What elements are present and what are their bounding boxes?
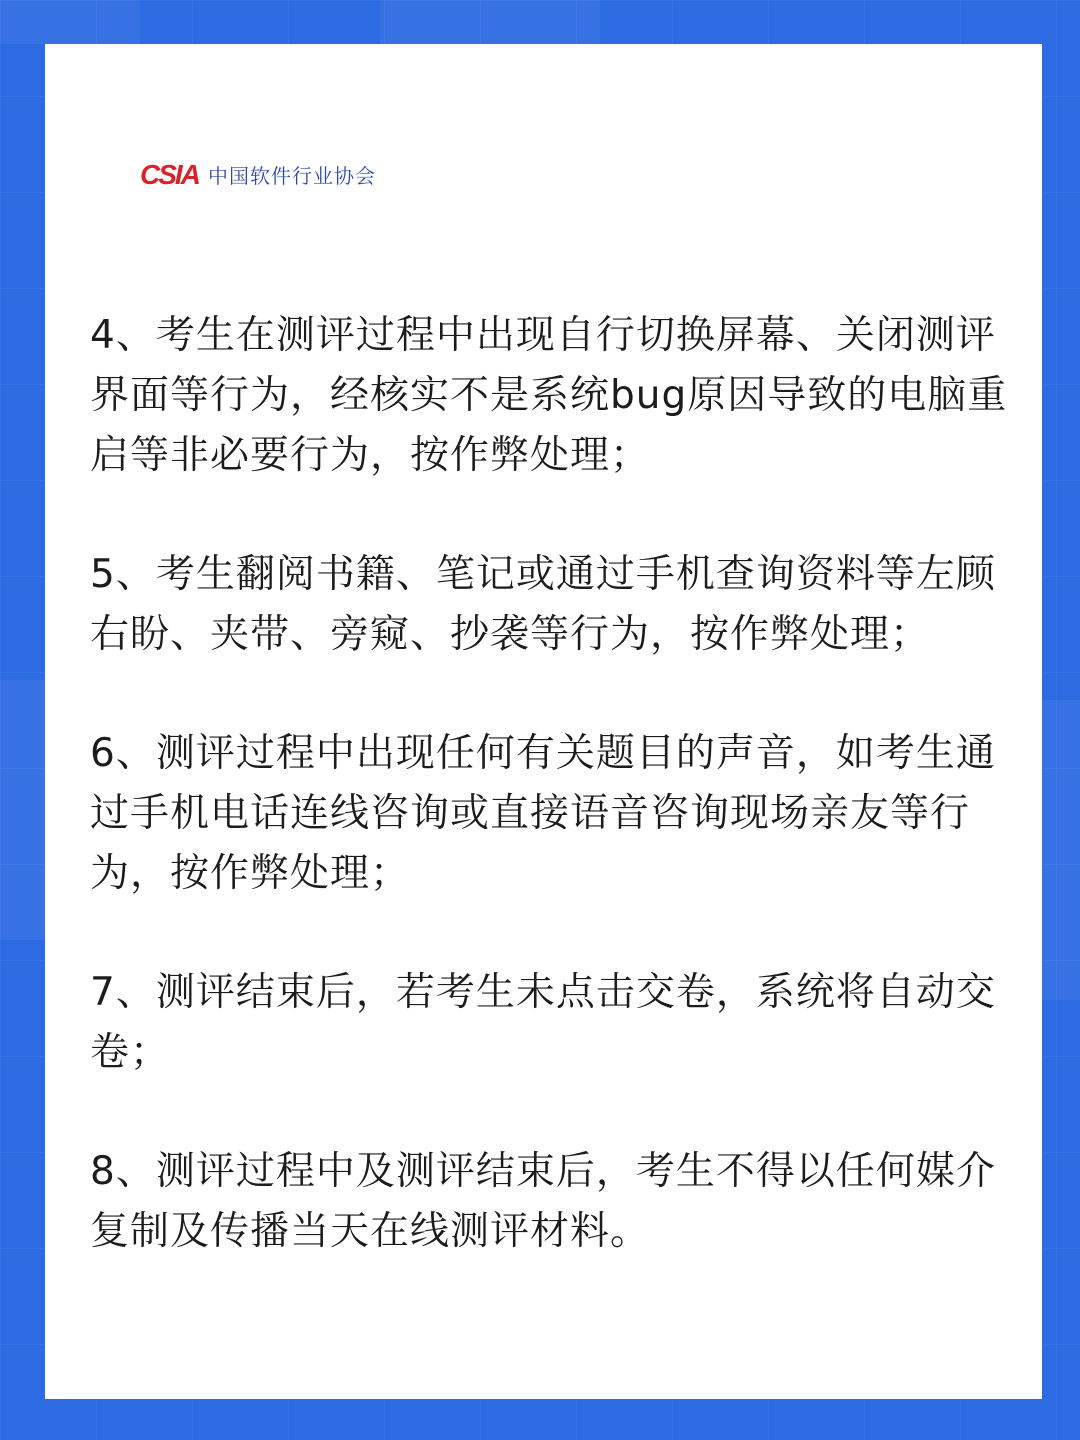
background-tile [380,0,600,44]
content-card [45,44,1042,1399]
organization-name: 中国软件行业协会 [208,163,376,188]
background-tile [0,0,140,44]
background-tile [1042,700,1080,1000]
rules-list [90,306,1025,1321]
csia-logo [140,156,376,192]
rule-item-5: 5、考生翻阅书籍、笔记或通过手机查询资料等左顾右盼、夹带、旁窥、抄袭等行为，按作弊处理； [90,552,996,657]
svg-text:CSIA: CSIA [140,159,199,190]
rule-item-7: 7、测评结束后，若考生未点击交卷，系统将自动交卷； [90,970,996,1075]
rule-item-6: 6、测评过程中出现任何有关题目的声音，如考生通过手机电话连线咨询或直接语音咨询现场亲友等行为，按作弊处理； [90,731,996,896]
rule-item-8: 8、测评过程中及测评结束后，考生不得以任何媒介复制及传播当天在线测评材料。 [90,1149,996,1254]
rule-item-4: 4、考生在测评过程中出现自行切换屏幕、关闭测评界面等行为，经核实不是系统bug原因导致的电脑重启等非必要行为，按作弊处理； [90,313,1008,478]
background-tile [0,680,45,940]
csia-logo-mark [140,158,206,190]
